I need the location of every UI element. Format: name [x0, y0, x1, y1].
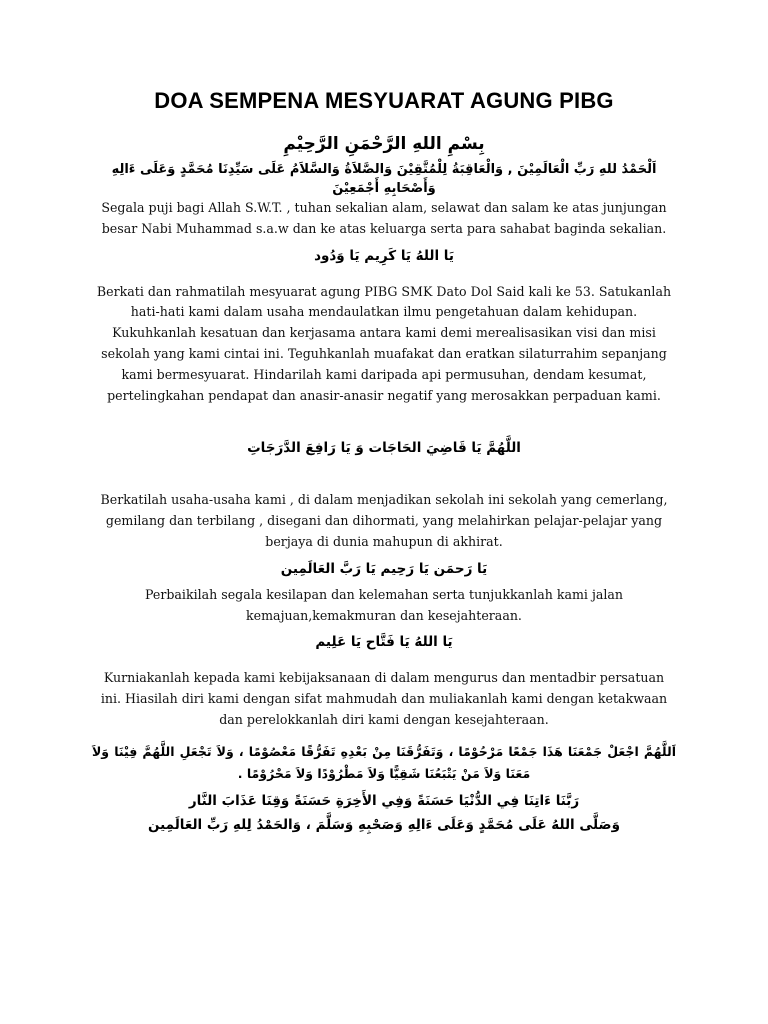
paragraph-2-text: Berkatilah usaha-usaha kami , di dalam menjadikan sekolah ini sekolah yang cemerlang, gemilang dan terbilang , disegani dan dihormati, yang melahirkan pelajar-pelajar yang berjaya di dunia mahupun di akhirat.	[100, 492, 668, 549]
invocation-4-text: يَا اللهُ يَا فَتَّاح يَا عَلِيم	[315, 634, 453, 651]
paragraph-3-text: Perbaikilah segala kesilapan dan kelemahan serta tunjukkanlah kami jalan kemajuan,kemakmuran dan kesejahteraan.	[144, 586, 624, 623]
basmalah-text: بِسْمِ اللهِ الرَّحْمَنِ الرَّحِيْمِ	[283, 134, 485, 154]
paragraph-1-text: Berkati dan rahmatilah mesyuarat agung PIBG SMK Dato Dol Said kali ke 53. Satukanlah hati-hati kami dalam usaha mendaulatkan ilmu pengetahuan dalam kehidupan. Kukuhkanlah kesatuan dan kerjasama antara kami demi merealisasikan visi dan misi sekolah yang kami cintai ini. Teguhkanlah muafakat dan eratkan silaturrahim sepanjang kami bermesyuarat. Hindarilah kami daripada api permusuhan, dendam kesumat, pertelingkahan pendapat dan anasir-anasir negatif yang merosakkan perpaduan kami.	[96, 283, 672, 403]
invocation-3-text: يَا رَحمَن يَا رَحِيم يَا رَبَّ العَالَمِين	[280, 560, 488, 577]
opening-malay-text: Segala puji bagi Allah S.W.T. , tuhan sekalian alam, selawat dan salam ke atas junjungan besar Nabi Muhammad s.a.w dan ke atas keluarga serta para sahabat baginda sekalian.	[101, 200, 667, 236]
closing-arabic-2-text: رَبَّنَا ءَاتِنَا فِي الدُّنْيَا حَسَنَةً وَفِي الأَخِرَةِ حَسَنَةً وَقِنَا عَذَابَ النَّار	[188, 792, 580, 809]
invocation-1-text: يَا اللهُ يَا كَرِيم يَا وَدُود	[314, 247, 454, 264]
closing-arabic-3-text: وَصَلَّى اللهُ عَلَى مُحَمَّدٍ وَعَلَى ءَالِهِ وَصَحْبِهِ وَسَلَّمَ ، وَالحَمْدُ لِلهِ رَبِّ العَالَمِين	[148, 816, 620, 833]
opening-arabic-text: اَلْحَمْدُ للهِ رَبِّ الْعَالَمِيْنَ , وَالْعَاقِبَةُ لِلْمُتَّقِيْنَ وَالصَّلاَةُ وَالسَّلاَمُ عَلَى سَيِّدِنَا مُحَمَّدٍ وَعَلَى ءَالِهِ وَأَصْحَابِهِ أَجْمَعِيْنَ	[111, 162, 657, 196]
closing-arabic-1-text: اَللَّهُمَّ اجْعَلْ جَمْعَنَا هَذَا جَمْعًا مَرْحُوْمًا ، وَتَفَرُّقَنَا مِنْ بَعْدِهِ تَفَرُّقًا مَعْصُوْمًا ، وَلاَ تَجْعَلِ اللَّهُمَّ فِيْنَا وَلاَ مَعَنَا وَلاَ مَنْ يَتْبَعُنَا شَقِيًّا وَلاَ مَطْرُوْدًا وَلاَ مَحْرُوْمًا .	[92, 743, 676, 781]
paragraph-4-text: Kurniakanlah kepada kami kebijaksanaan di dalam mengurus dan mentadbir persatuan ini. Hiasilah diri kami dengan sifat mahmudah dan muliakanlah kami dengan ketakwaan dan perelokkanlah diri kami dengan kesejahteraan.	[100, 670, 668, 727]
document-title: DOA SEMPENA MESYUARAT AGUNG PIBG	[154, 88, 614, 113]
invocation-2-text: اللَّهُمَّ يَا قَاضِيَ الحَاجَات وَ يَا رَافِعَ الدَّرَجَاتِ	[247, 440, 521, 457]
